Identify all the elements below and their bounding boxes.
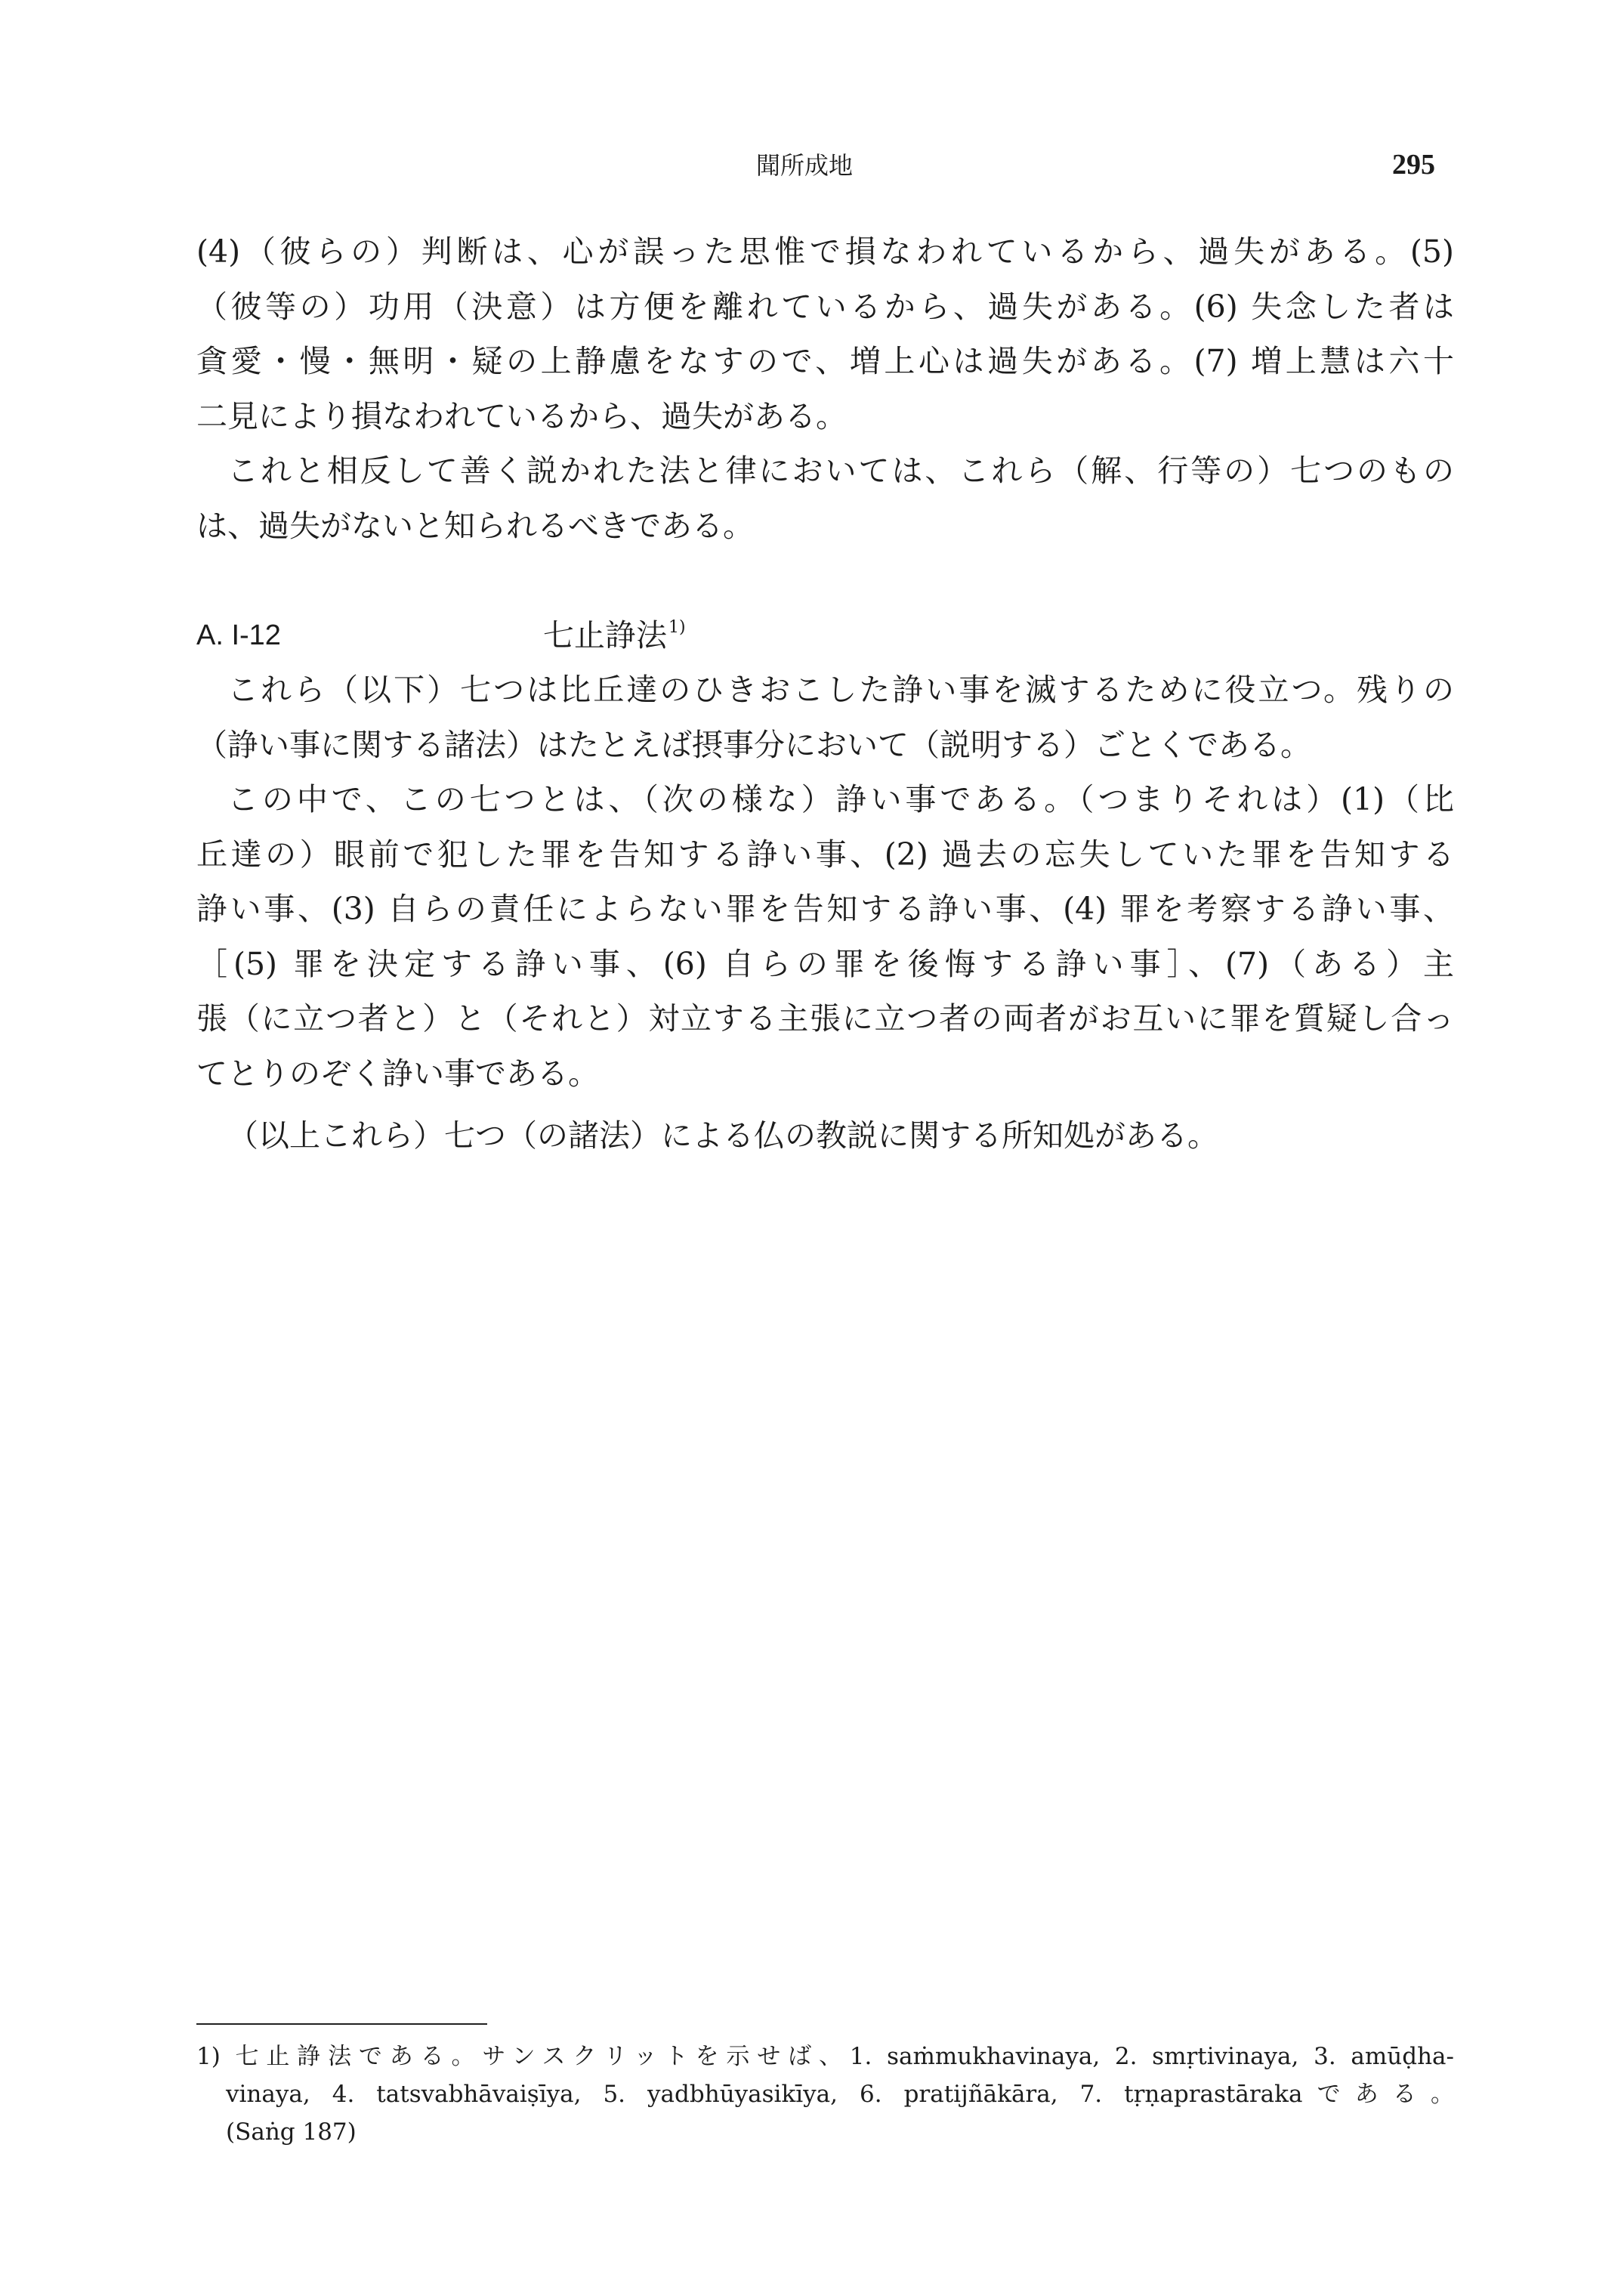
- footnote-reference: 1): [668, 617, 686, 637]
- paragraph: [196, 772, 1454, 1101]
- body-line: は、過失がないと知られるべきである。: [196, 507, 754, 544]
- page-number: 295: [1392, 149, 1435, 181]
- footnote-divider: [196, 2023, 487, 2025]
- body-line: 張（に立つ者と）と（それと）対立する主張に立つ者の両者がお互いに罪を質疑し合っ: [196, 1000, 1454, 1037]
- body-line: （以上これら）七つ（の諸法）による仏の教説に関する所知処がある。: [227, 1117, 1218, 1154]
- section-title: [543, 608, 686, 669]
- body-line: （彼等の）功用（決意）は方便を離れているから、過失がある。(6) 失念した者は: [196, 288, 1454, 325]
- body-line: 二見により損なわれているから、過失がある。: [196, 397, 847, 434]
- body-line: 諍い事、(3) 自らの責任によらない罪を告知する諍い事、(4) 罪を考察する諍い事、: [196, 891, 1454, 927]
- body-line: ［(5) 罪を決定する諍い事、(6) 自らの罪を後悔する諍い事］、(7)（ある）主: [196, 945, 1454, 982]
- body-text: [196, 224, 1454, 1163]
- paragraph: [196, 443, 1454, 553]
- footnote-line: vinaya, 4. tatsvabhāvaiṣīya, 5. yadbhūyasikīya, 6. pratijñākāra, 7. tṛṇaprastārakaである。: [226, 2081, 1454, 2108]
- body-line: これら（以下）七つは比丘達のひきおこした諍い事を滅するために役立つ。残りの: [227, 672, 1454, 708]
- body-line: （諍い事に関する諸法）はたとえば摂事分において（説明する）ごとくである。: [196, 726, 1311, 763]
- footnote-line: (Saṅg 187): [226, 2118, 357, 2146]
- body-line: (4)（彼らの）判断は、心が誤った思惟で損なわれているから、過失がある。(5): [196, 233, 1454, 270]
- footnote-line: 1) 七止諍法である。サンスクリットを示せば、1. saṁmukhavinaya, 2. smṛtivinaya, 3. amūḍha-: [196, 2043, 1454, 2070]
- running-title: 聞所成地: [755, 151, 854, 180]
- body-line: この中で、この七つとは、（次の様な）諍い事である。（つまりそれは）(1)（比: [227, 781, 1454, 817]
- footnote: [196, 2038, 1454, 2151]
- paragraph: [196, 224, 1454, 443]
- body-line: てとりのぞく諍い事である。: [196, 1055, 599, 1092]
- body-line: これと相反して善く説かれた法と律においては、これら（解、行等の）七つのもの: [227, 453, 1454, 489]
- section-number: A. I-12: [196, 619, 281, 651]
- paragraph: [196, 1108, 1454, 1163]
- body-line: 丘達の）眼前で犯した罪を告知する諍い事、(2) 過去の忘失していた罪を告知する: [196, 836, 1454, 873]
- section-heading: [196, 608, 1454, 663]
- paragraph: [196, 663, 1454, 772]
- section-title-text: 七止諍法: [543, 616, 667, 654]
- body-line: 貪愛・慢・無明・疑の上静慮をなすので、増上心は過失がある。(7) 増上慧は六十: [196, 343, 1454, 379]
